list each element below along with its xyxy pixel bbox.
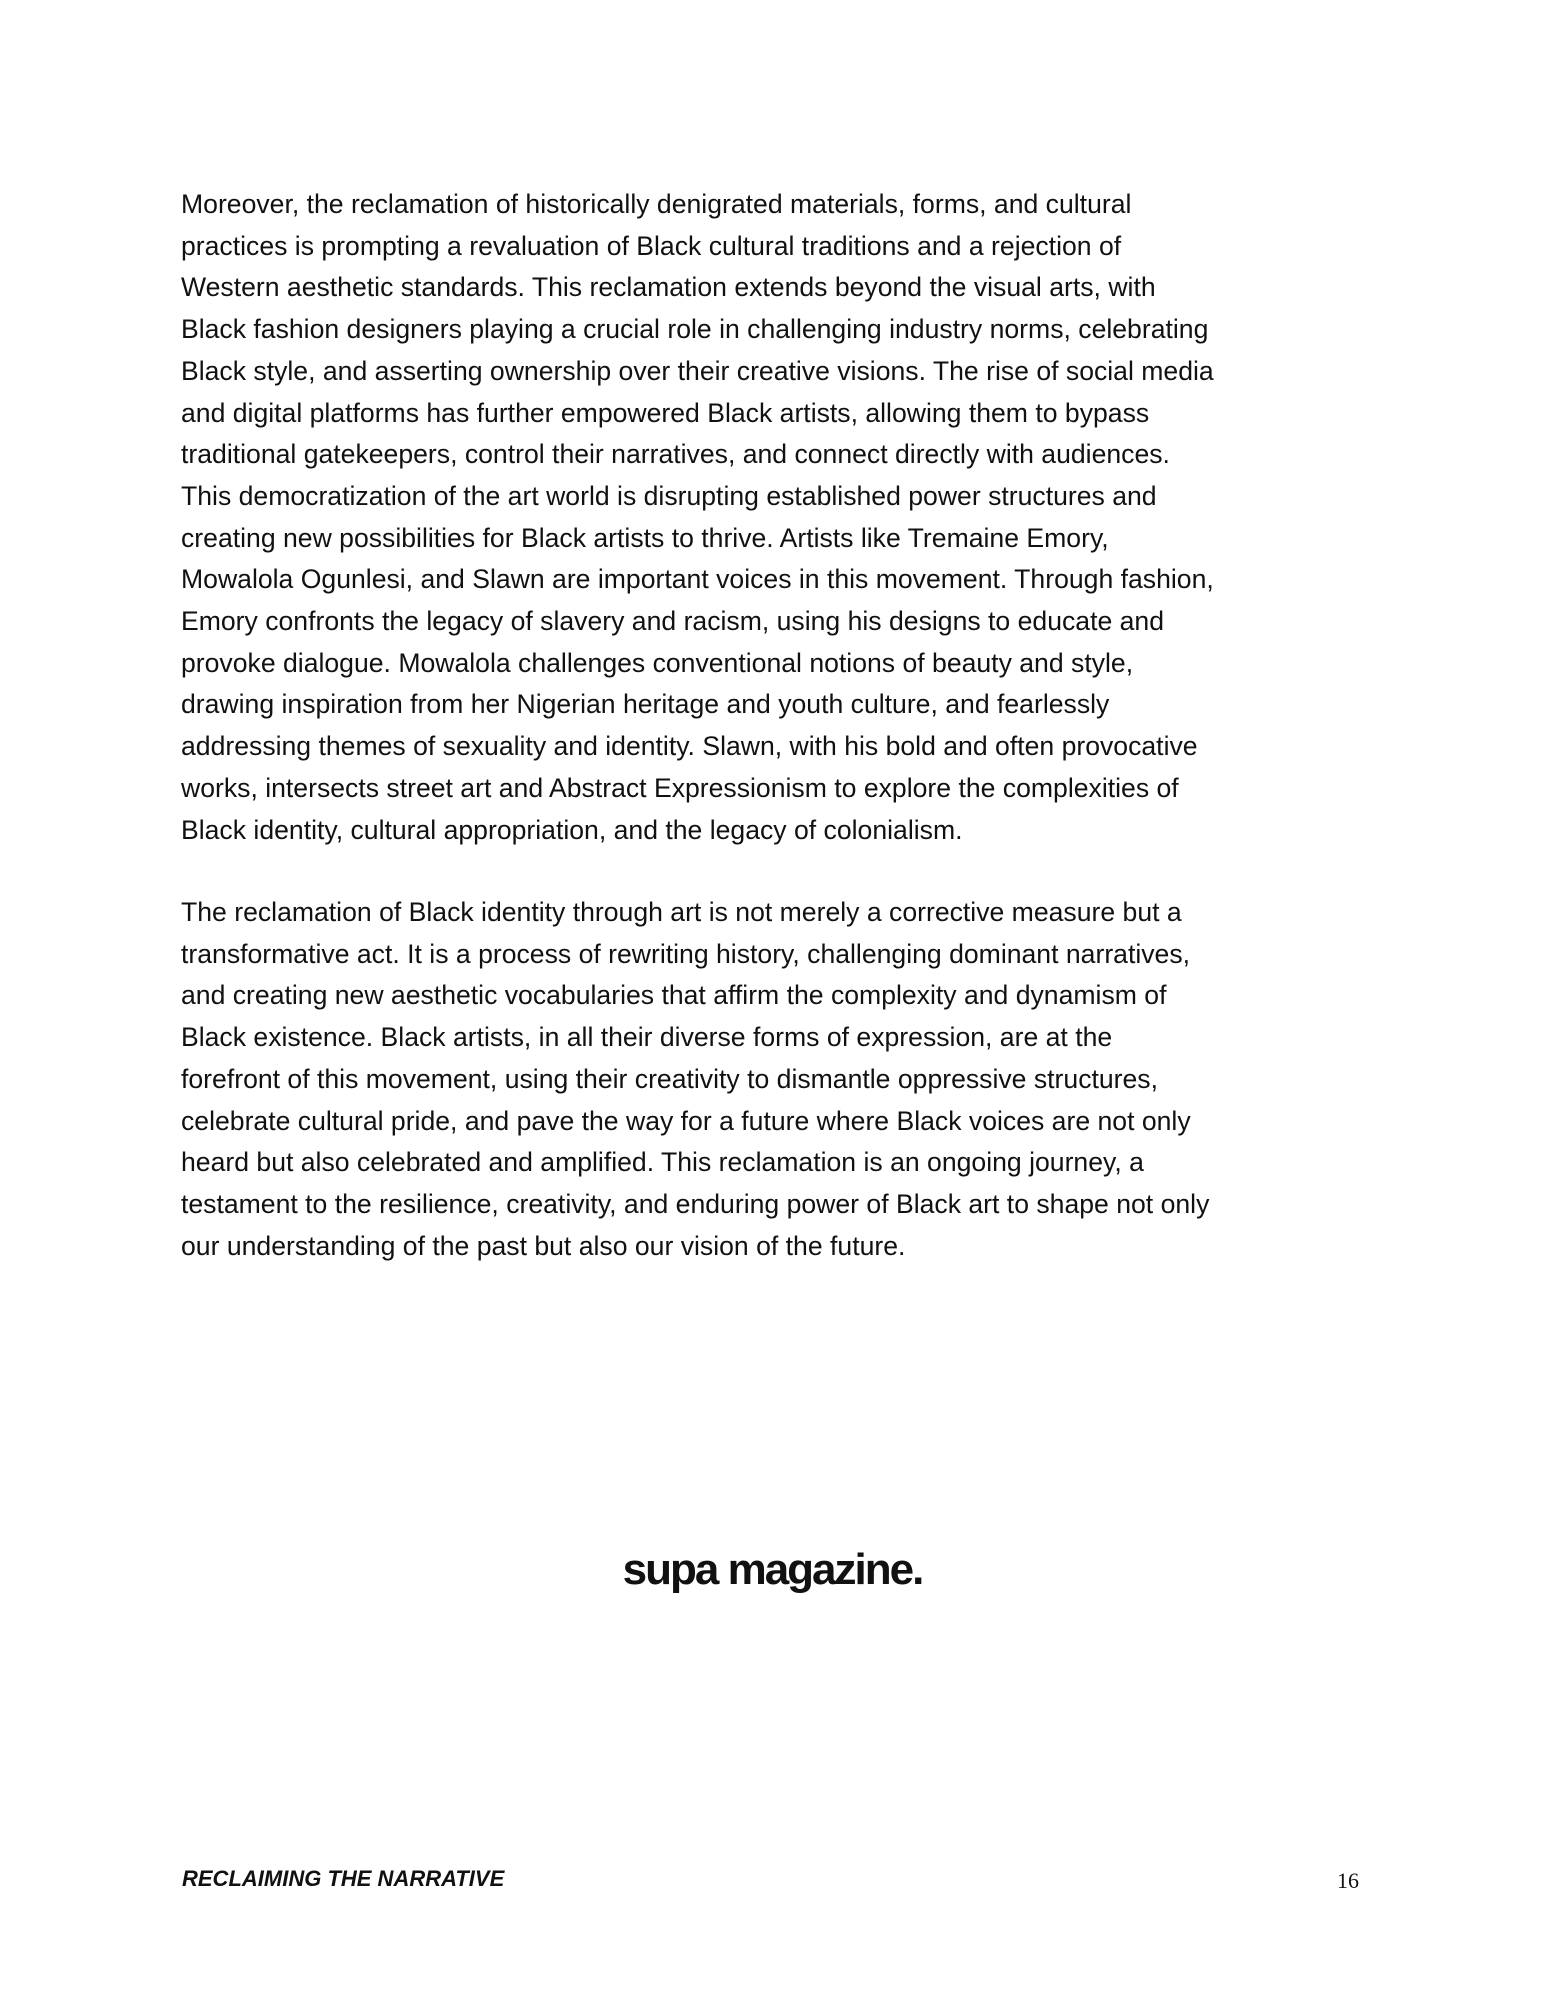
paragraph-line: drawing inspiration from her Nigerian heritage and youth culture, and fearlessly: [181, 689, 1110, 720]
paragraph-line: addressing themes of sexuality and identity. Slawn, with his bold and often provocative: [181, 731, 1198, 762]
paragraph-line: testament to the resilience, creativity, and enduring power of Black art to shape not only: [181, 1188, 1210, 1219]
paragraph-line: practices is prompting a revaluation of Black cultural traditions and a rejection of: [181, 230, 1122, 261]
body-paragraph-1: [181, 184, 1361, 851]
paragraph-line: provoke dialogue. Mowalola challenges conventional notions of beauty and style,: [181, 647, 1134, 678]
paragraph-line: Black fashion designers playing a crucial role in challenging industry norms, celebrating: [181, 314, 1209, 345]
paragraph-line: our understanding of the past but also our vision of the future.: [181, 1230, 906, 1261]
paragraph-line: and digital platforms has further empowered Black artists, allowing them to bypass: [181, 397, 1150, 428]
paragraph-line: The reclamation of Black identity through art is not merely a corrective measure but a: [181, 897, 1182, 927]
paragraph-line: Mowalola Ogunlesi, and Slawn are important voices in this movement. Through fashion,: [181, 564, 1214, 595]
paragraph-line: creating new possibilities for Black artists to thrive. Artists like Tremaine Emory,: [181, 522, 1109, 553]
paragraph-line: traditional gatekeepers, control their narratives, and connect directly with audiences.: [181, 439, 1170, 470]
paragraph-line: works, intersects street art and Abstract Expressionism to explore the complexities of: [181, 772, 1179, 803]
paragraph-line: forefront of this movement, using their creativity to dismantle oppressive structures,: [181, 1063, 1158, 1094]
footer-section-title: RECLAIMING THE NARRATIVE: [182, 1866, 505, 1891]
paragraph-line: Black existence. Black artists, in all their diverse forms of expression, are at the: [181, 1022, 1113, 1053]
paragraph-line: celebrate cultural pride, and pave the way for a future where Black voices are not only: [181, 1105, 1191, 1136]
body-paragraph-2: [181, 892, 1361, 1267]
magazine-logo: supa magazine.: [622, 1545, 923, 1594]
paragraph-line: Black identity, cultural appropriation, and the legacy of colonialism.: [181, 814, 963, 845]
paragraph-line: Moreover, the reclamation of historically denigrated materials, forms, and cultural: [181, 189, 1132, 219]
paragraph-line: transformative act. It is a process of rewriting history, challenging dominant narratives,: [181, 938, 1191, 969]
paragraph-line: and creating new aesthetic vocabularies that affirm the complexity and dynamism of: [181, 980, 1167, 1011]
paragraph-line: Emory confronts the legacy of slavery and racism, using his designs to educate and: [181, 606, 1165, 637]
page-number: 16: [1337, 1868, 1359, 1893]
paragraph-line: This democratization of the art world is disrupting established power structures and: [181, 480, 1157, 511]
paragraph-line: heard but also celebrated and amplified. This reclamation is an ongoing journey, a: [181, 1147, 1144, 1178]
paragraph-line: Western aesthetic standards. This reclamation extends beyond the visual arts, with: [181, 272, 1156, 303]
paragraph-line: Black style, and asserting ownership over their creative visions. The rise of social media: [181, 355, 1214, 386]
